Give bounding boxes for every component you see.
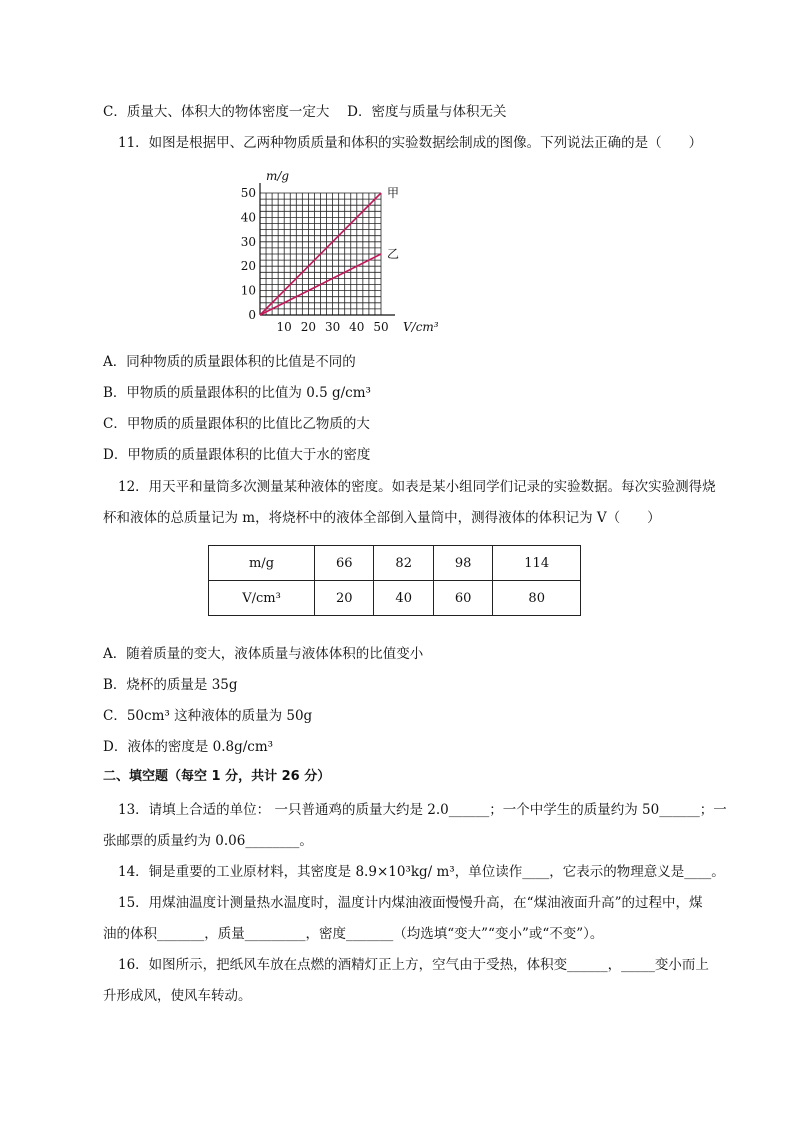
section-2-heading: 二、填空题（每空 1 分，共计 26 分） <box>103 769 331 784</box>
y-tick-label: 0 <box>248 308 256 322</box>
table-row <box>209 581 581 616</box>
option-11-b: B．甲物质的质量跟体积的比值为 0.5 g/cm³ <box>103 385 371 401</box>
table-cell: 80 <box>493 581 581 616</box>
question-12-line1: 12．用天平和量筒多次测量某种液体的密度。如表是某小组同学们记录的实验数据。每次实验测得烧 <box>118 479 716 495</box>
x-tick-label: 20 <box>300 320 317 334</box>
x-tick-label: 50 <box>373 320 389 334</box>
x-axis-label: V/cm³ <box>403 320 439 334</box>
table-cell: 40 <box>374 581 433 616</box>
y-tick-label: 20 <box>240 259 256 274</box>
option-11-d: D．甲物质的质量跟体积的比值大于水的密度 <box>103 447 371 463</box>
table-cell: 82 <box>374 546 433 581</box>
y-tick-label: 50 <box>240 186 256 200</box>
question-13-line2: 张邮票的质量约为 0.06________。 <box>103 833 313 849</box>
y-tick-label: 10 <box>240 283 256 298</box>
table-row-label: m/g <box>209 546 315 581</box>
question-13-line1: 13．请填上合适的单位： 一只普通鸡的质量大约是 2.0______；一个中学生的质量约为 50______；一 <box>118 802 727 818</box>
question-15-line2: 油的体积_______，质量_________，密度_______（均选填“变大”“变小”或“不变”）。 <box>103 926 604 942</box>
table-cell: 60 <box>433 581 492 616</box>
option-12-a: A．随着质量的变大，液体质量与液体体积的比值变小 <box>103 646 424 662</box>
question-11: 11．如图是根据甲、乙两种物质质量和体积的实验数据绘制成的图像。下列说法正确的是（ ） <box>118 135 703 151</box>
table-cell: 20 <box>315 581 374 616</box>
measurement-table <box>208 545 581 616</box>
y-tick-label: 30 <box>240 234 256 249</box>
table-cell: 66 <box>315 546 374 581</box>
option-12-b: B．烧杯的质量是 35g <box>103 677 238 693</box>
x-tick-label: 30 <box>324 320 341 334</box>
series-label: 乙 <box>387 247 400 261</box>
question-14: 14．铜是重要的工业原材料，其密度是 8.9×10³kg/ m³，单位读作____，它表示的物理意义是____。 <box>118 864 725 880</box>
option-11-c: C．甲物质的质量跟体积的比值比乙物质的大 <box>103 416 370 432</box>
x-tick-label: 10 <box>276 320 292 334</box>
table-row-label: V/cm³ <box>209 581 315 616</box>
table-row <box>209 546 581 581</box>
question-16-line2: 升形成风，使风车转动。 <box>103 988 252 1004</box>
mass-volume-chart <box>238 168 448 338</box>
y-axis-label: m/g <box>266 169 290 183</box>
option-12-d: D．液体的密度是 0.8g/cm³ <box>103 739 274 755</box>
table-cell: 114 <box>493 546 581 581</box>
table-cell: 98 <box>433 546 492 581</box>
question-16-line1: 16．如图所示，把纸风车放在点燃的酒精灯正上方，空气由于受热，体积变______，_____变小而上 <box>118 957 709 973</box>
option-11-a: A．同种物质的质量跟体积的比值是不同的 <box>103 354 356 370</box>
question-15-line1: 15．用煤油温度计测量热水温度时，温度计内煤油液面慢慢升高，在“煤油液面升高”的过程中，煤 <box>118 895 703 911</box>
option-12-c: C．50cm³ 这种液体的质量为 50g <box>103 708 313 724</box>
y-tick-label: 40 <box>240 210 256 225</box>
option-c-d-q10: C．质量大、体积大的物体密度一定大 D．密度与质量与体积无关 <box>103 104 507 120</box>
series-label: 甲 <box>387 186 400 200</box>
question-12-line2: 杯和液体的总质量记为 m，将烧杯中的液体全部倒入量筒中，测得液体的体积记为 V（ ） <box>103 510 661 526</box>
x-tick-label: 40 <box>349 320 365 334</box>
